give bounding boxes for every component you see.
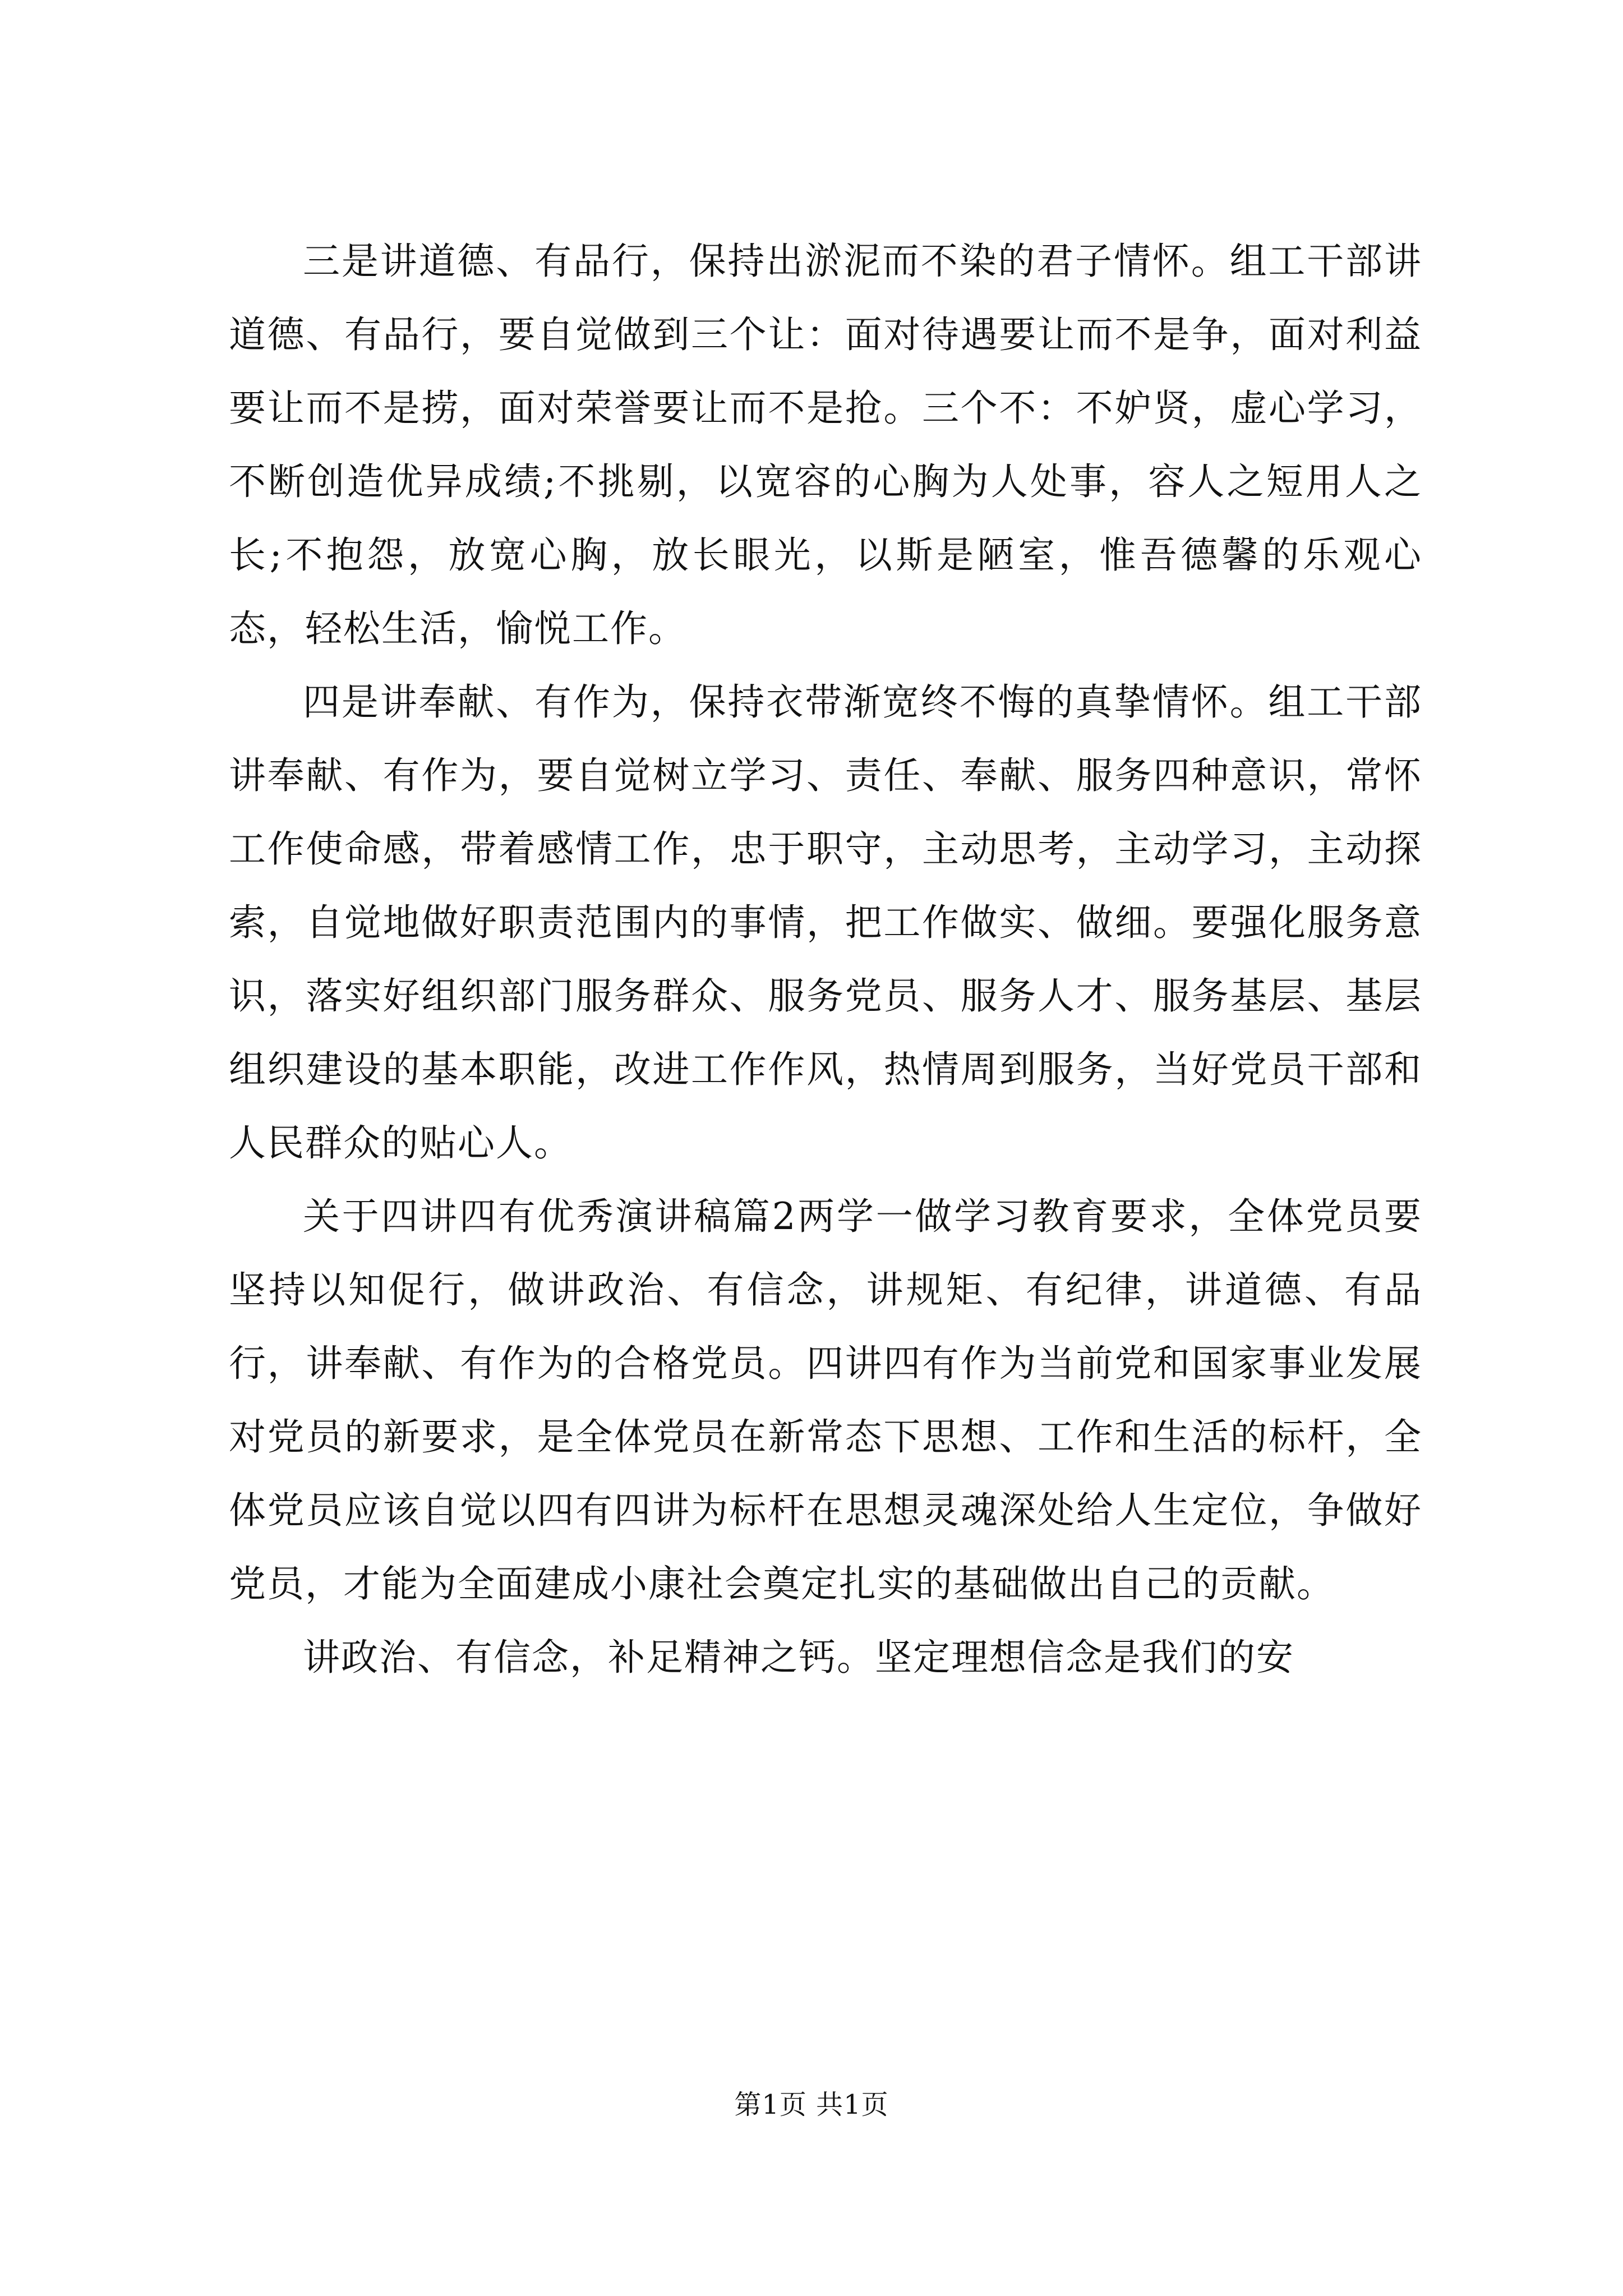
paragraph-2: 四是讲奉献、有作为，保持衣带渐宽终不悔的真挚情怀。组工干部讲奉献、有作为，要自觉树立学习、责任、奉献、服务四种意识，常怀工作使命感，带着感情工作，忠于职守，主动思考，主动学习，主动探索，自觉地做好职责范围内的事情，把工作做实、做细。要强化服务意识，落实好组织部门服务群众、服务党员、服务人才、服务基层、基层组织建设的基本职能，改进工作作风，热情周到服务，当好党员干部和人民群众的贴心人。 <box>229 680 1422 1165</box>
paragraph-4: 讲政治、有信念，补足精神之钙。坚定理想信念是我们的安 <box>303 1636 1294 1679</box>
page-footer: 第1页 共1页 <box>734 2089 889 2120</box>
paragraph-3: 关于四讲四有优秀演讲稿篇2两学一做学习教育要求，全体党员要坚持以知促行，做讲政治、有信念，讲规矩、有纪律，讲道德、有品行，讲奉献、有作为的合格党员。四讲四有作为当前党和国家事业发展对党员的新要求，是全体党员在新常态下思想、工作和生活的标杆，全体党员应该自觉以四有四讲为标杆在思想灵魂深处给人生定位，争做好党员，才能为全面建成小康社会奠定扎实的基础做出自己的贡献。 <box>229 1195 1422 1605</box>
paragraph-1: 三是讲道德、有品行，保持出淤泥而不染的君子情怀。组工干部讲道德、有品行，要自觉做到三个让：面对待遇要让而不是争，面对利益要让而不是捞，面对荣誉要让而不是抢。三个不：不妒贤，虚心学习，不断创造优异成绩;不挑剔，以宽容的心胸为人处事，容人之短用人之长;不抱怨，放宽心胸，放长眼光，以斯是陋室，惟吾德馨的乐观心态，轻松生活，愉悦工作。 <box>229 240 1422 650</box>
document-body <box>229 224 1422 1694</box>
